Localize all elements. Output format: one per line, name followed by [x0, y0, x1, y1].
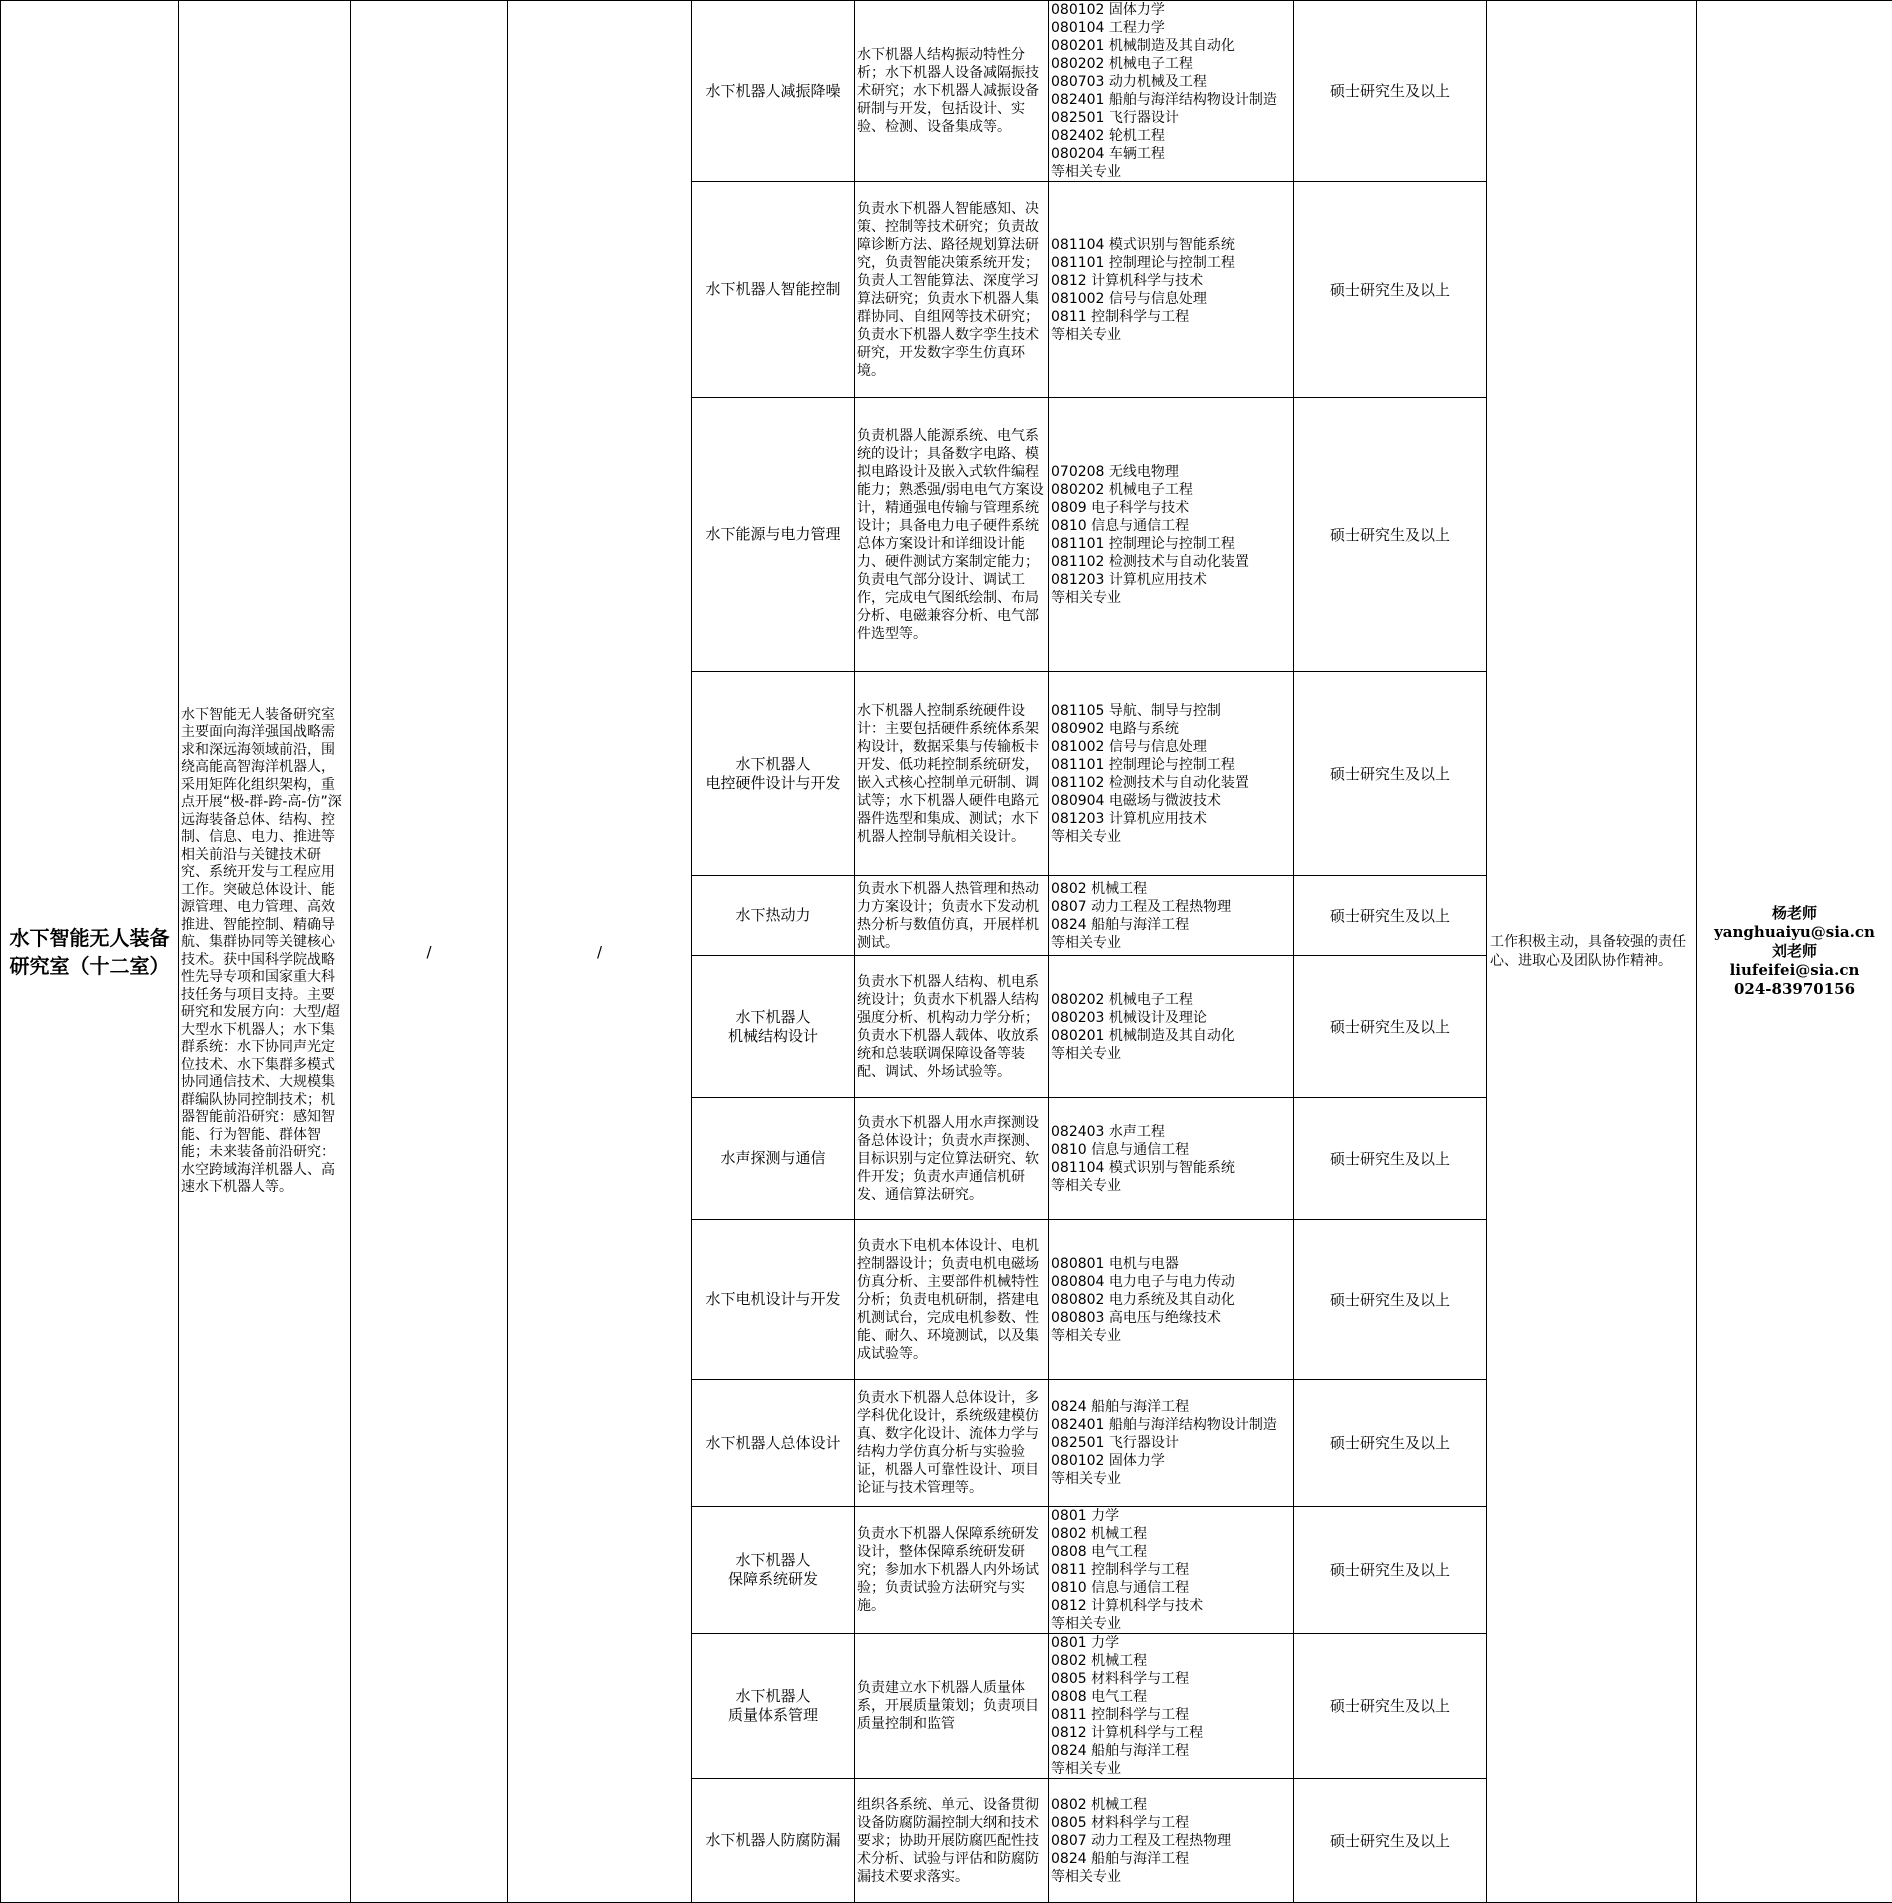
major-item: 081002 信号与信息处理	[1051, 290, 1291, 308]
position-name-line: 水下机器人	[695, 1687, 851, 1706]
position-duty: 水下机器人控制系统硬件设计：主要包括硬件系统体系架构设计，数据采集与传输板卡开发、低功耗控制系统研发，嵌入式核心控制单元研制、调试等；水下机器人硬件电路元器件选型和集成、测试；水下机器人控制导航相关设计。	[855, 672, 1049, 876]
major-item: 0810 信息与通信工程	[1051, 517, 1291, 535]
contact-email-2[interactable]: liufeifei@sia.cn	[1700, 961, 1889, 980]
position-majors	[1049, 1380, 1294, 1507]
major-item: 080802 电力系统及其自动化	[1051, 1291, 1291, 1309]
position-duty: 负责水下电机本体设计、电机控制器设计；负责电机电磁场仿真分析、主要部件机械特性分析；负责电机研制，搭建电机测试台，完成电机参数、性能、耐久、环境测试，以及集成试验等。	[855, 1220, 1049, 1380]
major-item: 0807 动力工程及工程热物理	[1051, 1832, 1291, 1850]
position-name	[692, 398, 855, 672]
major-item: 等相关专业	[1051, 1868, 1291, 1886]
position-name-line: 水下机器人智能控制	[695, 280, 851, 299]
position-degree: 硕士研究生及以上	[1294, 956, 1487, 1098]
position-duty: 组织各系统、单元、设备贯彻设备防腐防漏控制大纲和技术要求；协助开展防腐匹配性技术分析、试验与评估和防腐防漏技术要求落实。	[855, 1779, 1049, 1903]
major-item: 081101 控制理论与控制工程	[1051, 254, 1291, 272]
position-duty: 水下机器人结构振动特性分析；水下机器人设备减隔振技术研究；水下机器人减振设备研制与开发，包括设计、实验、检测、设备集成等。	[855, 1, 1049, 182]
position-name-line: 水下机器人	[695, 1008, 851, 1027]
position-degree: 硕士研究生及以上	[1294, 1098, 1487, 1220]
position-name-line: 水下机器人总体设计	[695, 1434, 851, 1453]
position-requirements: 工作积极主动，具备较强的责任心、进取心及团队协作精神。	[1487, 1, 1697, 1903]
position-duty: 负责建立水下机器人质量体系，开展质量策划；负责项目质量控制和监管	[855, 1634, 1049, 1779]
table-body	[1, 1, 1892, 1903]
position-name-line: 水下能源与电力管理	[695, 525, 851, 544]
position-name-line: 质量体系管理	[695, 1706, 851, 1725]
major-item: 0802 机械工程	[1051, 880, 1291, 898]
major-item: 0805 材料科学与工程	[1051, 1670, 1291, 1688]
position-duty: 负责水下机器人热管理和热动力方案设计；负责水下发动机热分析与数值仿真，开展样机测试。	[855, 876, 1049, 956]
major-item: 等相关专业	[1051, 589, 1291, 607]
major-item: 082401 船舶与海洋结构物设计制造	[1051, 91, 1291, 109]
major-item: 080204 车辆工程	[1051, 145, 1291, 163]
position-majors	[1049, 1779, 1294, 1903]
position-name-line: 水声探测与通信	[695, 1149, 851, 1168]
major-item: 0824 船舶与海洋工程	[1051, 916, 1291, 934]
column-3-value: /	[351, 1, 508, 1903]
position-duty: 负责机器人能源系统、电气系统的设计；具备数字电路、模拟电路设计及嵌入式软件编程能力；熟悉强/弱电电气方案设计，精通强电传输与管理系统设计；具备电力电子硬件系统总体方案设计和详细设计能力、硬件测试方案制定能力；负责电气部分设计、调试工作，完成电气图纸绘制、布局分析、电磁兼容分析、电气部件选型等。	[855, 398, 1049, 672]
major-item: 0805 材料科学与工程	[1051, 1814, 1291, 1832]
major-item: 081203 计算机应用技术	[1051, 810, 1291, 828]
position-majors	[1049, 1098, 1294, 1220]
position-degree: 硕士研究生及以上	[1294, 672, 1487, 876]
position-name	[692, 1779, 855, 1903]
position-duty: 负责水下机器人智能感知、决策、控制等技术研究；负责故障诊断方法、路径规划算法研究，负责智能决策系统开发； 负责人工智能算法、深度学习算法研究；负责水下机器人集群协同、自组网等技术研究；负责水下机器人数字孪生技术研究，开发数字孪生仿真环境。	[855, 182, 1049, 398]
major-item: 080203 机械设计及理论	[1051, 1009, 1291, 1027]
position-duty: 负责水下机器人保障系统研发设计，整体保障系统研发研究；参加水下机器人内外场试验；负责试验方法研究与实施。	[855, 1507, 1049, 1634]
major-item: 等相关专业	[1051, 1615, 1291, 1633]
major-item: 等相关专业	[1051, 1177, 1291, 1195]
position-degree: 硕士研究生及以上	[1294, 1, 1487, 182]
major-item: 0801 力学	[1051, 1634, 1291, 1652]
position-name	[692, 876, 855, 956]
major-item: 0807 动力工程及工程热物理	[1051, 898, 1291, 916]
major-item: 070208 无线电物理	[1051, 463, 1291, 481]
major-item: 0811 控制科学与工程	[1051, 1706, 1291, 1724]
major-item: 080904 电磁场与微波技术	[1051, 792, 1291, 810]
major-item: 080902 电路与系统	[1051, 720, 1291, 738]
major-item: 0812 计算机科学与工程	[1051, 1724, 1291, 1742]
major-item: 080803 高电压与绝缘技术	[1051, 1309, 1291, 1327]
major-item: 0802 机械工程	[1051, 1525, 1291, 1543]
major-item: 等相关专业	[1051, 1327, 1291, 1345]
major-item: 080703 动力机械及工程	[1051, 73, 1291, 91]
position-name-line: 水下电机设计与开发	[695, 1290, 851, 1309]
major-item: 081102 检测技术与自动化装置	[1051, 774, 1291, 792]
major-item: 等相关专业	[1051, 828, 1291, 846]
position-duty: 负责水下机器人结构、机电系统设计；负责水下机器人结构强度分析、机构动力学分析；负责水下机器人载体、收放系统和总装联调保障设备等装配、调试、外场试验等。	[855, 956, 1049, 1098]
major-item: 0824 船舶与海洋工程	[1051, 1850, 1291, 1868]
major-item: 0809 电子科学与技术	[1051, 499, 1291, 517]
position-name	[692, 1634, 855, 1779]
position-name-line: 机械结构设计	[695, 1027, 851, 1046]
position-name-line: 保障系统研发	[695, 1570, 851, 1589]
position-degree: 硕士研究生及以上	[1294, 182, 1487, 398]
major-item: 0808 电气工程	[1051, 1543, 1291, 1561]
position-majors	[1049, 1, 1294, 182]
position-name	[692, 1507, 855, 1634]
major-item: 等相关专业	[1051, 326, 1291, 344]
major-item: 081101 控制理论与控制工程	[1051, 535, 1291, 553]
major-item: 080104 工程力学	[1051, 19, 1291, 37]
position-majors	[1049, 182, 1294, 398]
major-item: 0811 控制科学与工程	[1051, 308, 1291, 326]
column-4-value: /	[508, 1, 692, 1903]
table-row	[1, 1, 1892, 182]
major-item: 0824 船舶与海洋工程	[1051, 1398, 1291, 1416]
position-degree: 硕士研究生及以上	[1294, 1634, 1487, 1779]
major-item: 0808 电气工程	[1051, 1688, 1291, 1706]
major-item: 080804 电力电子与电力传动	[1051, 1273, 1291, 1291]
major-item: 082401 船舶与海洋结构物设计制造	[1051, 1416, 1291, 1434]
position-degree: 硕士研究生及以上	[1294, 398, 1487, 672]
major-item: 082403 水声工程	[1051, 1123, 1291, 1141]
position-majors	[1049, 876, 1294, 956]
position-name	[692, 182, 855, 398]
position-majors	[1049, 956, 1294, 1098]
position-majors	[1049, 398, 1294, 672]
major-item: 080801 电机与电器	[1051, 1255, 1291, 1273]
major-item: 081104 模式识别与智能系统	[1051, 236, 1291, 254]
major-item: 等相关专业	[1051, 163, 1291, 181]
contact-email-1[interactable]: yanghuaiyu@sia.cn	[1700, 923, 1889, 942]
major-item: 0802 机械工程	[1051, 1652, 1291, 1670]
position-name	[692, 1220, 855, 1380]
position-degree: 硕士研究生及以上	[1294, 876, 1487, 956]
position-majors	[1049, 1507, 1294, 1634]
major-item: 081203 计算机应用技术	[1051, 571, 1291, 589]
position-duty: 负责水下机器人用水声探测设备总体设计；负责水声探测、目标识别与定位算法研究、软件开发；负责水声通信机研发、通信算法研究。	[855, 1098, 1049, 1220]
department-introduction: 水下智能无人装备研究室主要面向海洋强国战略需求和深远海领域前沿，围绕高能高智海洋机器人，采用矩阵化组织架构，重点开展“极-群-跨-高-仿”深远海装备总体、结构、控制、信息、电力、推进等相关前沿与关键技术研究、系统开发与工程应用工作。突破总体设计、能源管理、电力管理、高效推进、智能控制、精确导航、集群协同等关键核心技术。获中国科学院战略性先导专项和国家重大科技任务与项目支持。主要研究和发展方向：大型/超大型水下机器人；水下集群系统：水下协同声光定位技术、水下集群多模式协同通信技术、大规模集群编队协同控制技术；机器智能前沿研究：感知智能、行为智能、群体智能；未来装备前沿研究：水空跨域海洋机器人、高速水下机器人等。	[179, 1, 351, 1903]
contact-info	[1697, 1, 1892, 1903]
position-degree: 硕士研究生及以上	[1294, 1380, 1487, 1507]
position-name	[692, 1098, 855, 1220]
major-item: 082402 轮机工程	[1051, 127, 1291, 145]
position-name-line: 水下机器人减振降噪	[695, 82, 851, 101]
major-item: 081101 控制理论与控制工程	[1051, 756, 1291, 774]
position-majors	[1049, 1220, 1294, 1380]
major-item: 等相关专业	[1051, 934, 1291, 952]
major-item: 080202 机械电子工程	[1051, 55, 1291, 73]
position-name	[692, 672, 855, 876]
major-item: 0812 计算机科学与技术	[1051, 272, 1291, 290]
major-item: 等相关专业	[1051, 1470, 1291, 1488]
major-item: 080201 机械制造及其自动化	[1051, 1027, 1291, 1045]
position-degree: 硕士研究生及以上	[1294, 1220, 1487, 1380]
position-name-line: 水下热动力	[695, 906, 851, 925]
major-item: 081104 模式识别与智能系统	[1051, 1159, 1291, 1177]
contact-name-1: 杨老师	[1700, 904, 1889, 923]
department-name: 水下智能无人装备研究室（十二室）	[1, 1, 179, 1903]
major-item: 080201 机械制造及其自动化	[1051, 37, 1291, 55]
major-item: 等相关专业	[1051, 1045, 1291, 1063]
position-majors	[1049, 672, 1294, 876]
position-degree: 硕士研究生及以上	[1294, 1507, 1487, 1634]
position-degree: 硕士研究生及以上	[1294, 1779, 1487, 1903]
major-item: 081102 检测技术与自动化装置	[1051, 553, 1291, 571]
position-name	[692, 1380, 855, 1507]
major-item: 082501 飞行器设计	[1051, 1434, 1291, 1452]
contact-name-2: 刘老师	[1700, 942, 1889, 961]
major-item: 0802 机械工程	[1051, 1796, 1291, 1814]
position-duty: 负责水下机器人总体设计，多学科优化设计，系统级建模仿真、数字化设计、流体力学与结构力学仿真分析与实验验证，机器人可靠性设计、项目论证与技术管理等。	[855, 1380, 1049, 1507]
major-item: 081002 信号与信息处理	[1051, 738, 1291, 756]
major-item: 0811 控制科学与工程	[1051, 1561, 1291, 1579]
position-name	[692, 1, 855, 182]
major-item: 080202 机械电子工程	[1051, 991, 1291, 1009]
position-name-line: 电控硬件设计与开发	[695, 774, 851, 793]
position-name-line: 水下机器人	[695, 755, 851, 774]
major-item: 081105 导航、制导与控制	[1051, 702, 1291, 720]
major-item: 080102 固体力学	[1051, 1452, 1291, 1470]
position-majors	[1049, 1634, 1294, 1779]
position-name-line: 水下机器人防腐防漏	[695, 1831, 851, 1850]
major-item: 0812 计算机科学与技术	[1051, 1597, 1291, 1615]
major-item: 等相关专业	[1051, 1760, 1291, 1778]
position-name-line: 水下机器人	[695, 1551, 851, 1570]
major-item: 082501 飞行器设计	[1051, 109, 1291, 127]
contact-phone: 024-83970156	[1700, 980, 1889, 999]
position-name	[692, 956, 855, 1098]
major-item: 0810 信息与通信工程	[1051, 1141, 1291, 1159]
major-item: 080102 固体力学	[1051, 1, 1291, 19]
major-item: 0810 信息与通信工程	[1051, 1579, 1291, 1597]
major-item: 0824 船舶与海洋工程	[1051, 1742, 1291, 1760]
major-item: 080202 机械电子工程	[1051, 481, 1291, 499]
major-item: 0801 力学	[1051, 1507, 1291, 1525]
